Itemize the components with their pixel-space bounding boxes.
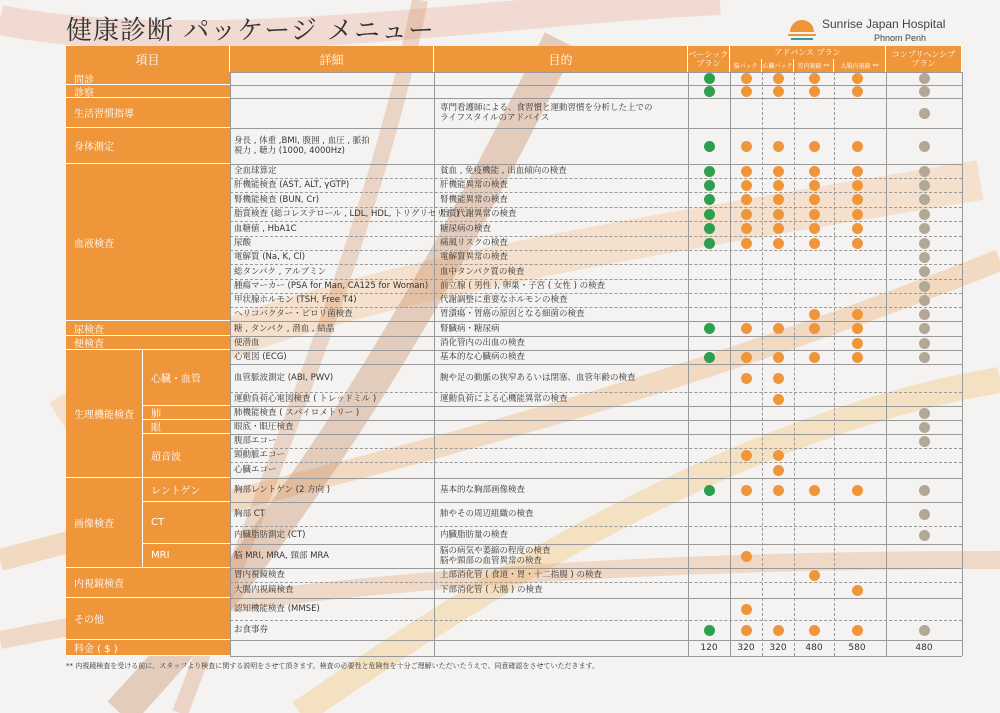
row-divider bbox=[230, 478, 962, 479]
cat-body: 身体測定 bbox=[66, 128, 230, 164]
row-detail: 総タンパク , アルブミン bbox=[234, 266, 327, 277]
row-detail: 血管脈波測定 (ABI, PWV) bbox=[234, 373, 334, 383]
row-divider bbox=[230, 192, 962, 193]
row-divider bbox=[230, 350, 962, 351]
row-divider bbox=[230, 85, 962, 86]
sub-mri: MRI bbox=[142, 544, 230, 568]
included-dot bbox=[919, 309, 930, 320]
included-dot bbox=[809, 625, 820, 636]
row-divider bbox=[230, 502, 962, 503]
included-dot bbox=[704, 485, 715, 496]
price-cell: 480 bbox=[915, 643, 933, 653]
cat-stool: 便検査 bbox=[66, 336, 230, 350]
included-dot bbox=[773, 141, 784, 152]
sub-cardio: 心臓・血管 bbox=[142, 350, 230, 406]
included-dot bbox=[741, 352, 752, 363]
included-dot bbox=[919, 194, 930, 205]
row-detail: 甲状腺ホルモン (TSH, Free T4) bbox=[234, 295, 357, 305]
logo-name: Sunrise Japan Hospital bbox=[822, 17, 946, 31]
row-detail: 腎機能検査 (BUN, Cr) bbox=[234, 194, 320, 205]
row-purpose: 上部消化管 ( 食道・胃・十二指腸 ) の検査 bbox=[440, 570, 602, 580]
included-dot bbox=[773, 166, 784, 177]
included-dot bbox=[852, 194, 863, 205]
header-purpose: 目的 bbox=[434, 46, 688, 72]
included-dot bbox=[741, 604, 752, 615]
included-dot bbox=[809, 570, 820, 581]
included-dot bbox=[852, 338, 863, 349]
included-dot bbox=[919, 295, 930, 306]
included-dot bbox=[741, 209, 752, 220]
included-dot bbox=[773, 323, 784, 334]
included-dot bbox=[809, 194, 820, 205]
included-dot bbox=[852, 86, 863, 97]
row-detail: 糖 , タンパク , 潜血 , 結晶 bbox=[234, 323, 335, 334]
row-detail: 身長 , 体重 ,BMI, 腹囲 , 血圧 , 脈拍 視力 , 聴力 (1000, 4000Hz) bbox=[234, 136, 370, 156]
included-dot bbox=[773, 223, 784, 234]
row-divider bbox=[230, 364, 962, 365]
cat-other: その他 bbox=[66, 598, 230, 640]
row-detail: 認知機能検査 (MMSE) bbox=[234, 604, 320, 614]
included-dot bbox=[919, 352, 930, 363]
cat-exam: 診察 bbox=[66, 85, 230, 98]
included-dot bbox=[852, 141, 863, 152]
included-dot bbox=[919, 73, 930, 84]
row-detail: 肺機能検査 ( スパイロメトリー ) bbox=[234, 408, 360, 418]
cat-lifestyle: 生活習慣指導 bbox=[66, 98, 230, 128]
included-dot bbox=[852, 73, 863, 84]
included-dot bbox=[741, 238, 752, 249]
included-dot bbox=[704, 166, 715, 177]
row-divider bbox=[230, 293, 962, 294]
row-divider bbox=[230, 307, 962, 308]
row-detail: 血糖値 , HbA1C bbox=[234, 223, 297, 234]
included-dot bbox=[852, 223, 863, 234]
included-dot bbox=[809, 86, 820, 97]
row-detail: 心電図 (ECG) bbox=[234, 352, 287, 362]
included-dot bbox=[773, 86, 784, 97]
included-dot bbox=[852, 309, 863, 320]
included-dot bbox=[773, 180, 784, 191]
included-dot bbox=[919, 625, 930, 636]
row-divider bbox=[230, 98, 962, 99]
included-dot bbox=[741, 223, 752, 234]
included-dot bbox=[741, 166, 752, 177]
included-dot bbox=[704, 141, 715, 152]
row-divider bbox=[230, 544, 962, 545]
included-dot bbox=[809, 141, 820, 152]
row-divider bbox=[230, 392, 962, 393]
row-purpose: 消化管内の出血の検査 bbox=[440, 338, 526, 348]
included-dot bbox=[852, 625, 863, 636]
included-dot bbox=[919, 223, 930, 234]
row-purpose: 下部消化管 ( 大腸 ) の検査 bbox=[440, 585, 543, 595]
included-dot bbox=[773, 450, 784, 461]
included-dot bbox=[773, 485, 784, 496]
row-purpose: 内臓脂肪量の検査 bbox=[440, 530, 509, 540]
included-dot bbox=[741, 551, 752, 562]
included-dot bbox=[741, 450, 752, 461]
row-purpose: 腎機能異常の検査 bbox=[440, 194, 509, 205]
row-divider bbox=[230, 620, 962, 621]
row-detail: 胃内視鏡検査 bbox=[234, 570, 286, 580]
included-dot bbox=[919, 238, 930, 249]
row-detail: 腫瘍マーカー (PSA for Man, CA125 for Woman) bbox=[234, 281, 429, 291]
header-advanced: アドバンス プラン bbox=[730, 46, 886, 59]
included-dot bbox=[773, 194, 784, 205]
included-dot bbox=[919, 86, 930, 97]
included-dot bbox=[741, 73, 752, 84]
included-dot bbox=[852, 209, 863, 220]
row-purpose: 血中タンパク質の検査 bbox=[440, 266, 525, 277]
row-purpose: 運動負荷による心機能異常の検査 bbox=[440, 394, 568, 404]
row-purpose: 痛風リスクの検査 bbox=[440, 238, 508, 248]
included-dot bbox=[852, 238, 863, 249]
included-dot bbox=[741, 373, 752, 384]
included-dot bbox=[919, 485, 930, 496]
row-divider bbox=[230, 164, 962, 165]
header-adv-brain: 脳パック bbox=[730, 59, 762, 72]
grid-v bbox=[962, 72, 963, 656]
row-purpose: 脳の病気や萎縮の程度の検査 脳や頸部の血管異常の検査 bbox=[440, 546, 551, 566]
included-dot bbox=[852, 585, 863, 596]
cat-interview: 問診 bbox=[66, 72, 230, 85]
included-dot bbox=[919, 436, 930, 447]
price-cell: 480 bbox=[805, 643, 823, 653]
row-divider bbox=[230, 598, 962, 599]
row-purpose: 前立腺 ( 男性 ), 卵巣・子宮 ( 女性 ) の検査 bbox=[440, 281, 606, 291]
row-divider bbox=[230, 336, 962, 337]
included-dot bbox=[919, 252, 930, 263]
row-divider bbox=[230, 221, 962, 222]
header-adv-colon: 大腸内視鏡 ** bbox=[834, 59, 886, 72]
included-dot bbox=[809, 309, 820, 320]
included-dot bbox=[773, 352, 784, 363]
included-dot bbox=[919, 509, 930, 520]
price-cell: 320 bbox=[769, 643, 787, 653]
included-dot bbox=[773, 394, 784, 405]
cat-price: 料金 ( $ ) bbox=[66, 640, 230, 656]
cat-endoscopy: 内視鏡検査 bbox=[66, 568, 230, 598]
header-adv-gastro: 胃内視鏡 ** bbox=[794, 59, 834, 72]
sunrise-logo-icon bbox=[786, 16, 818, 44]
included-dot bbox=[704, 352, 715, 363]
sub-ct: CT bbox=[142, 502, 230, 544]
row-divider bbox=[230, 448, 962, 449]
included-dot bbox=[704, 238, 715, 249]
row-detail: ヘリコバクター・ピロリ菌検査 bbox=[234, 309, 353, 319]
header-detail: 詳細 bbox=[230, 46, 434, 72]
row-purpose: 貧血 , 免疫機能 , 出血傾向の検査 bbox=[440, 166, 567, 176]
row-detail: 内臓脂肪測定 (CT) bbox=[234, 530, 306, 540]
page-title: 健康診断 パッケージ メニュー bbox=[66, 16, 436, 46]
included-dot bbox=[704, 323, 715, 334]
cat-blood: 血液検査 bbox=[66, 164, 230, 321]
row-divider bbox=[230, 656, 962, 657]
included-dot bbox=[704, 194, 715, 205]
row-purpose: 肝機能異常の検査 bbox=[440, 180, 509, 190]
included-dot bbox=[809, 166, 820, 177]
row-purpose: 脂質代謝異常の検査 bbox=[440, 209, 517, 219]
cat-imaging: 画像検査 bbox=[66, 478, 230, 568]
row-detail: 尿酸 bbox=[234, 238, 252, 248]
included-dot bbox=[919, 108, 930, 119]
row-purpose: 糖尿病の検査 bbox=[440, 223, 492, 234]
row-purpose: 基本的な心臓病の検査 bbox=[440, 352, 526, 362]
row-purpose: 代謝調整に重要なホルモンの検査 bbox=[440, 295, 568, 305]
footnote: ** 内視鏡検査を受ける前に、スタッフより検査に関する説明をさせて頂きます。検査の必要性と危険性を十分ご理解いただいたうえで、同意確認をさせていただきます。 bbox=[66, 662, 599, 670]
price-cell: 320 bbox=[737, 643, 755, 653]
price-cell: 120 bbox=[700, 643, 718, 653]
included-dot bbox=[704, 86, 715, 97]
included-dot bbox=[809, 223, 820, 234]
row-divider bbox=[230, 582, 962, 583]
included-dot bbox=[773, 625, 784, 636]
included-dot bbox=[741, 86, 752, 97]
row-detail: 便潜血 bbox=[234, 338, 260, 348]
row-divider bbox=[230, 434, 962, 435]
row-detail: 運動負荷心電図検査 ( トレッドミル ) bbox=[234, 394, 377, 404]
header-comprehensive: コンプリヘンシブ プラン bbox=[886, 46, 962, 72]
logo-sub: Phnom Penh bbox=[874, 33, 927, 43]
included-dot bbox=[919, 408, 930, 419]
row-detail: 全血球算定 bbox=[234, 166, 277, 176]
row-divider bbox=[230, 568, 962, 569]
included-dot bbox=[773, 73, 784, 84]
row-detail: 電解質 (Na, K, Cl) bbox=[234, 252, 306, 262]
header-adv-heart: 心臓パック bbox=[762, 59, 794, 72]
row-purpose: 腎臓病・糖尿病 bbox=[440, 323, 500, 334]
row-divider bbox=[230, 526, 962, 527]
row-purpose: 電解質異常の検査 bbox=[440, 252, 509, 262]
row-divider bbox=[230, 207, 962, 208]
included-dot bbox=[704, 73, 715, 84]
included-dot bbox=[919, 166, 930, 177]
row-purpose: 胃潰瘍・胃癌の原因となる細菌の検査 bbox=[440, 309, 585, 319]
sub-eye: 眼 bbox=[142, 420, 230, 434]
row-detail: 脳 MRI, MRA, 頸部 MRA bbox=[234, 551, 329, 561]
included-dot bbox=[809, 352, 820, 363]
included-dot bbox=[919, 180, 930, 191]
included-dot bbox=[919, 209, 930, 220]
row-divider bbox=[230, 178, 962, 179]
row-divider bbox=[230, 236, 962, 237]
included-dot bbox=[919, 338, 930, 349]
included-dot bbox=[852, 352, 863, 363]
row-detail: 胸部レントゲン (2 方向 ) bbox=[234, 485, 331, 495]
cat-physio: 生理機能検査 bbox=[66, 350, 230, 478]
row-detail: 腹部エコー bbox=[234, 436, 277, 446]
included-dot bbox=[809, 73, 820, 84]
row-detail: 脂質検査 (総コレステロール , LDL, HDL, トリグリセリド ) bbox=[234, 209, 460, 219]
row-divider bbox=[230, 250, 962, 251]
row-detail: 大腸内視鏡検査 bbox=[234, 585, 294, 595]
included-dot bbox=[809, 485, 820, 496]
included-dot bbox=[852, 166, 863, 177]
included-dot bbox=[852, 323, 863, 334]
row-detail: 心臓エコー bbox=[234, 465, 277, 475]
header-basic: ベーシック プラン bbox=[688, 46, 730, 72]
row-divider bbox=[230, 420, 962, 421]
included-dot bbox=[704, 223, 715, 234]
included-dot bbox=[741, 194, 752, 205]
row-detail: 胸部 CT bbox=[234, 509, 265, 519]
included-dot bbox=[919, 530, 930, 541]
included-dot bbox=[919, 281, 930, 292]
included-dot bbox=[741, 485, 752, 496]
included-dot bbox=[919, 422, 930, 433]
row-divider bbox=[230, 72, 962, 73]
included-dot bbox=[919, 141, 930, 152]
included-dot bbox=[704, 625, 715, 636]
row-divider bbox=[230, 279, 962, 280]
header-item: 項目 bbox=[66, 46, 230, 72]
row-detail: 頸動脈エコー bbox=[234, 450, 286, 460]
row-detail: 肝機能検査 (AST, ALT, γGTP) bbox=[234, 180, 350, 190]
row-divider bbox=[230, 406, 962, 407]
row-purpose: 腕や足の動脈の狭窄あるいは閉塞、血管年齢の検査 bbox=[440, 373, 636, 383]
included-dot bbox=[773, 238, 784, 249]
included-dot bbox=[809, 209, 820, 220]
row-purpose: 基本的な胸部画像検査 bbox=[440, 485, 526, 495]
included-dot bbox=[852, 485, 863, 496]
row-divider bbox=[230, 462, 962, 463]
row-purpose: 専門看護師による、食習慣と運動習慣を分析した上での ライフスタイルのアドバイス bbox=[440, 103, 653, 123]
row-divider bbox=[230, 321, 962, 322]
row-divider bbox=[230, 128, 962, 129]
included-dot bbox=[741, 625, 752, 636]
cat-urine: 尿検査 bbox=[66, 321, 230, 336]
row-purpose: 肺やその周辺組織の検査 bbox=[440, 509, 534, 519]
included-dot bbox=[773, 465, 784, 476]
sub-ultrasound: 超音波 bbox=[142, 434, 230, 478]
included-dot bbox=[773, 209, 784, 220]
row-detail: 眼底・眼圧検査 bbox=[234, 422, 294, 432]
included-dot bbox=[704, 180, 715, 191]
included-dot bbox=[741, 180, 752, 191]
included-dot bbox=[919, 323, 930, 334]
included-dot bbox=[773, 373, 784, 384]
included-dot bbox=[704, 209, 715, 220]
row-detail: お食事券 bbox=[234, 625, 269, 635]
included-dot bbox=[809, 180, 820, 191]
included-dot bbox=[809, 323, 820, 334]
included-dot bbox=[852, 180, 863, 191]
included-dot bbox=[741, 323, 752, 334]
price-cell: 580 bbox=[848, 643, 866, 653]
included-dot bbox=[809, 238, 820, 249]
sub-xray: レントゲン bbox=[142, 478, 230, 502]
row-divider bbox=[230, 640, 962, 641]
sub-lung: 肺 bbox=[142, 406, 230, 420]
included-dot bbox=[741, 141, 752, 152]
included-dot bbox=[919, 266, 930, 277]
row-divider bbox=[230, 264, 962, 265]
